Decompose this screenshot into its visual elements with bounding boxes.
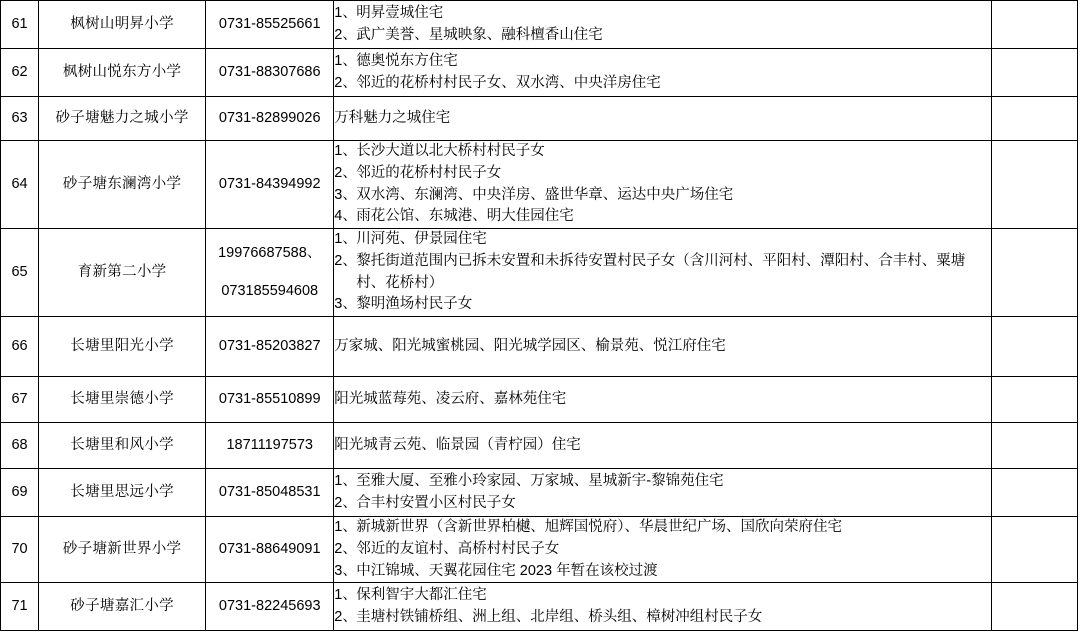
row-index: 69 — [1, 469, 39, 517]
list-marker: 2、 — [334, 252, 357, 269]
school-name: 长塘里崇德小学 — [39, 377, 206, 423]
list-text: 邻近的友谊村、高桥村村民子女 — [356, 540, 560, 557]
school-name: 长塘里思远小学 — [39, 469, 206, 517]
list-text: 明昇壹城住宅 — [356, 4, 444, 21]
list-marker: 2、 — [334, 26, 357, 43]
phone-line: 0731-85203827 — [218, 337, 321, 354]
list-text: 黎明渔场村民子女 — [356, 296, 473, 313]
scope-list — [334, 471, 991, 515]
phone-spacer — [206, 264, 333, 281]
scope-list — [334, 517, 991, 582]
list-item — [334, 607, 991, 629]
school-name: 长塘里阳光小学 — [39, 317, 206, 377]
list-text: 德奥悦东方住宅 — [356, 52, 458, 69]
enrollment-scope: 阳光城青云苑、临景园（青柠园）住宅 — [334, 423, 992, 469]
scope-list — [334, 51, 991, 95]
list-marker: 1、 — [334, 52, 357, 69]
row-index: 68 — [1, 423, 39, 469]
school-name: 枫树山悦东方小学 — [39, 49, 206, 97]
row-index: 62 — [1, 49, 39, 97]
phone-line: 0731-85510899 — [218, 390, 321, 407]
list-text: 圭塘村铁铺桥组、洲上组、北岸组、桥头组、樟树冲组村民子女 — [356, 608, 763, 625]
list-item — [334, 206, 991, 228]
list-marker: 1、 — [334, 231, 357, 247]
table-row — [1, 377, 1078, 423]
row-index: 71 — [1, 583, 39, 631]
list-marker: 3、 — [334, 186, 357, 203]
note-cell — [991, 517, 1077, 583]
note-cell — [991, 97, 1077, 141]
school-name: 砂子塘东澜湾小学 — [39, 141, 206, 229]
phone-line: 0731-84394992 — [218, 175, 321, 192]
note-cell — [991, 49, 1077, 97]
list-marker: 1、 — [334, 587, 357, 603]
contact-phone — [206, 377, 334, 423]
row-index: 64 — [1, 141, 39, 229]
list-text: 保利智宇大都汇住宅 — [356, 587, 487, 603]
contact-phone — [206, 583, 334, 631]
phone-line: 18711197573 — [226, 436, 313, 453]
school-name: 枫树山明昇小学 — [39, 1, 206, 49]
row-index: 66 — [1, 317, 39, 377]
contact-phone — [206, 1, 334, 49]
enrollment-scope — [334, 141, 992, 229]
phone-line: 0731-82899026 — [218, 109, 321, 126]
list-item — [334, 294, 991, 316]
school-name: 育新第二小学 — [39, 229, 206, 317]
list-text: 雨花公馆、东城港、明大佳园住宅 — [356, 208, 574, 225]
list-text: 邻近的花桥村村民子女、双水湾、中央洋房住宅 — [356, 74, 661, 91]
note-cell — [991, 141, 1077, 229]
note-cell — [991, 1, 1077, 49]
contact-phone — [206, 49, 334, 97]
row-index: 61 — [1, 1, 39, 49]
list-marker: 2、 — [334, 494, 357, 511]
list-item — [334, 493, 991, 515]
list-item — [334, 25, 991, 47]
school-name: 长塘里和风小学 — [39, 423, 206, 469]
list-item — [334, 3, 991, 25]
list-marker: 2、 — [334, 164, 357, 181]
table-row — [1, 583, 1078, 631]
table-row — [1, 517, 1078, 583]
table-row — [1, 423, 1078, 469]
list-item — [334, 251, 991, 295]
enrollment-scope — [334, 1, 992, 49]
scope-list — [334, 229, 991, 316]
phone-line: 0731-85525661 — [218, 15, 321, 32]
phone-line: 0731-88649091 — [218, 541, 321, 558]
row-index: 67 — [1, 377, 39, 423]
phone-line: 0731-85048531 — [218, 483, 321, 500]
note-cell — [991, 317, 1077, 377]
list-item — [334, 185, 991, 207]
list-item — [334, 539, 991, 561]
contact-phone — [206, 141, 334, 229]
list-item — [334, 163, 991, 185]
list-marker: 1、 — [334, 143, 357, 159]
list-marker: 2、 — [334, 74, 357, 91]
table-row — [1, 1, 1078, 49]
table-row — [1, 469, 1078, 517]
school-name: 砂子塘魅力之城小学 — [39, 97, 206, 141]
list-text: 双水湾、东澜湾、中央洋房、盛世华章、运达中央广场住宅 — [356, 186, 734, 203]
list-marker: 4、 — [334, 208, 357, 225]
enrollment-scope — [334, 49, 992, 97]
contact-phone — [206, 229, 334, 317]
list-item — [334, 471, 991, 493]
list-text: 新城新世界（含新世界柏樾、旭辉国悦府）、华晨世纪广场、国欣向荣府住宅 — [356, 519, 843, 535]
table-row — [1, 317, 1078, 377]
list-text: 川河苑、伊景园住宅 — [356, 231, 487, 247]
table-row — [1, 97, 1078, 141]
note-cell — [991, 377, 1077, 423]
enrollment-scope: 阳光城蓝莓苑、凌云府、嘉林苑住宅 — [334, 377, 992, 423]
contact-phone — [206, 97, 334, 141]
phone-line: 19976687588、 — [218, 244, 322, 261]
list-text: 武广美誉、星城映象、融科檀香山住宅 — [356, 26, 603, 43]
scope-list — [334, 585, 991, 629]
list-text: 中江锦城、天翼花园住宅 2023 年暂在该校过渡 — [356, 562, 658, 579]
row-index: 70 — [1, 517, 39, 583]
list-marker: 1、 — [334, 472, 357, 489]
list-text: 合丰村安置小区村民子女 — [356, 494, 516, 511]
row-index: 63 — [1, 97, 39, 141]
list-text: 至雅大厦、至雅小玲家园、万家城、星城新宇-黎锦苑住宅 — [356, 472, 724, 489]
list-marker: 1、 — [334, 4, 357, 21]
list-item — [334, 517, 991, 539]
list-item — [334, 73, 991, 95]
table-row — [1, 49, 1078, 97]
enrollment-scope — [334, 229, 992, 317]
list-item — [334, 561, 991, 583]
table-body — [1, 1, 1078, 631]
school-name: 砂子塘嘉汇小学 — [39, 583, 206, 631]
contact-phone — [206, 423, 334, 469]
note-cell — [991, 469, 1077, 517]
note-cell — [991, 583, 1077, 631]
list-marker: 2、 — [334, 540, 357, 557]
phone-line: 0731-88307686 — [218, 63, 321, 80]
list-marker: 2、 — [334, 608, 357, 625]
table-row — [1, 229, 1078, 317]
note-cell — [991, 423, 1077, 469]
phone-line: 0731-82245693 — [218, 598, 321, 615]
list-marker: 3、 — [334, 296, 357, 313]
row-index: 65 — [1, 229, 39, 317]
list-marker: 3、 — [334, 562, 357, 579]
list-text: 长沙大道以北大桥村村民子女 — [356, 143, 545, 159]
enrollment-scope — [334, 583, 992, 631]
enrollment-scope — [334, 469, 992, 517]
list-text: 邻近的花桥村村民子女 — [356, 164, 502, 181]
list-item — [334, 585, 991, 607]
scope-list — [334, 141, 991, 228]
enrollment-scope: 万科魅力之城住宅 — [334, 97, 992, 141]
list-item — [334, 141, 991, 163]
contact-phone — [206, 517, 334, 583]
enrollment-scope: 万家城、阳光城蜜桃园、阳光城学园区、榆景苑、悦江府住宅 — [334, 317, 992, 377]
list-text: 黎托街道范围内已拆未安置和未拆待安置村民子女（含川河村、平阳村、潭阳村、合丰村、粟塘村、花桥村） — [356, 252, 966, 291]
contact-phone — [206, 317, 334, 377]
list-item — [334, 229, 991, 251]
contact-phone — [206, 469, 334, 517]
school-name: 砂子塘新世界小学 — [39, 517, 206, 583]
list-marker: 1、 — [334, 519, 357, 535]
table-row — [1, 141, 1078, 229]
note-cell — [991, 229, 1077, 317]
scope-list — [334, 3, 991, 47]
enrollment-scope — [334, 517, 992, 583]
phone-line: 073185594608 — [221, 283, 319, 299]
list-item — [334, 51, 991, 73]
